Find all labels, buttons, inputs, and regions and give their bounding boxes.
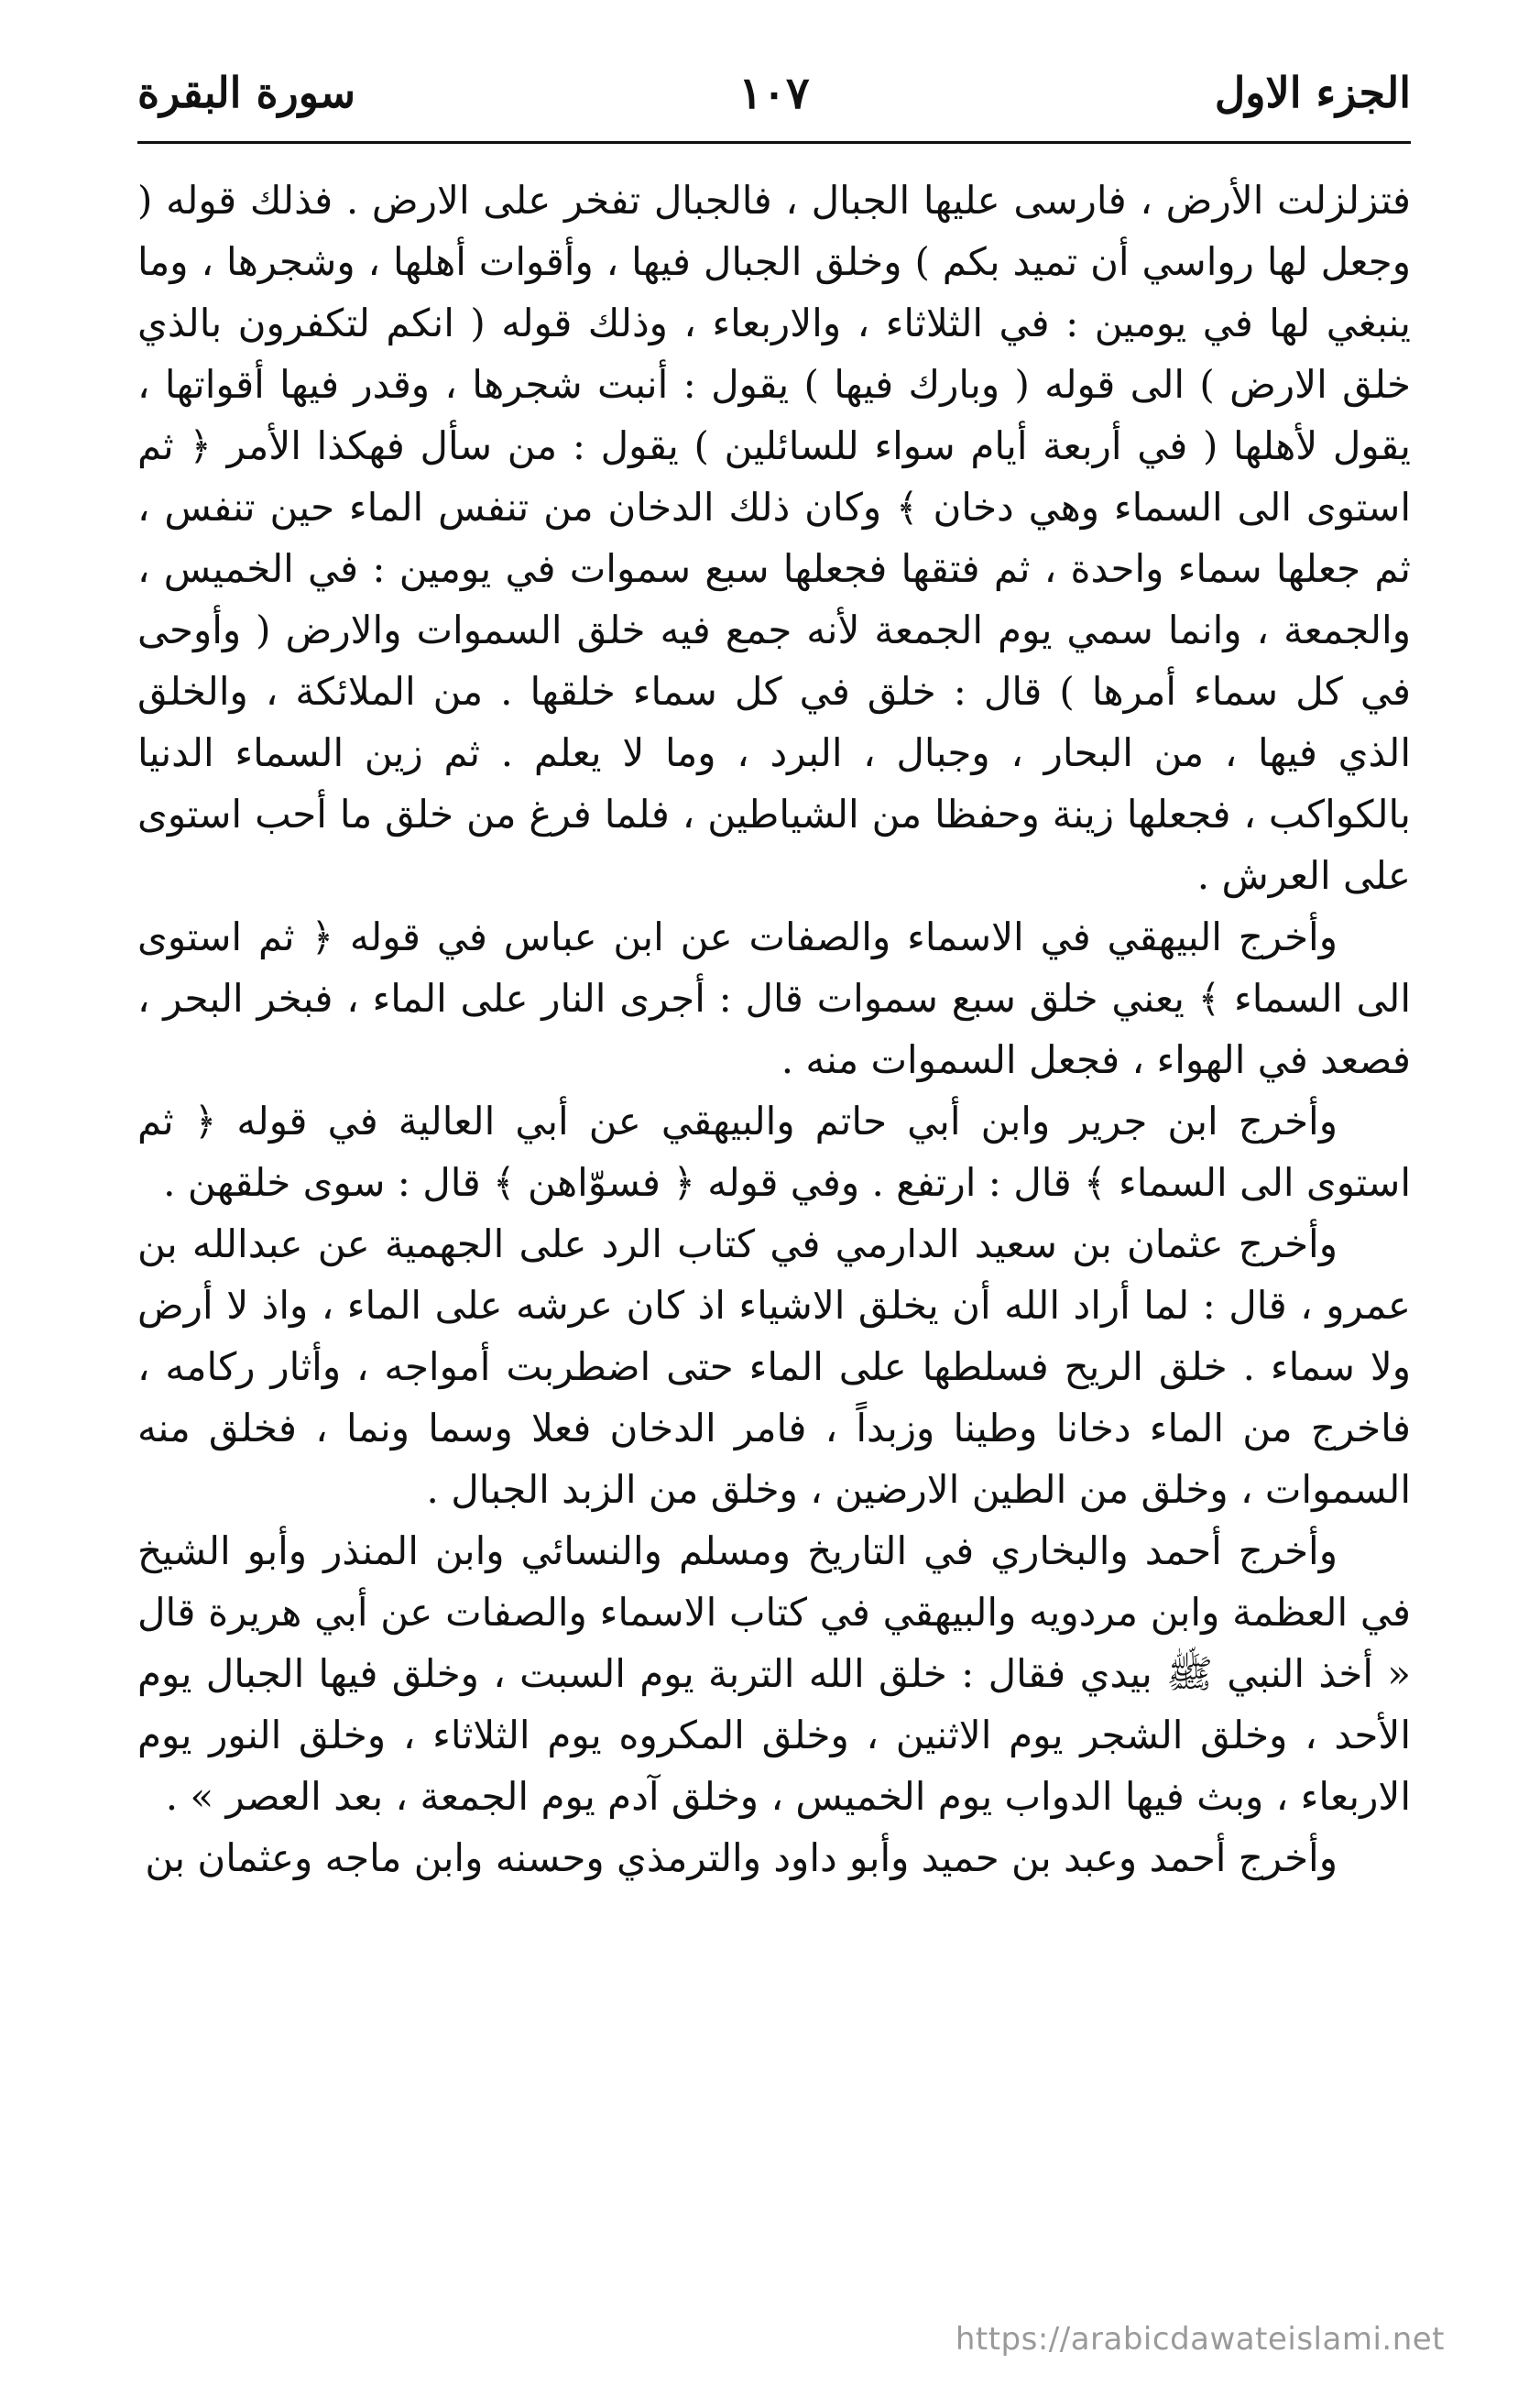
page-number: ١٠٧	[738, 68, 810, 119]
paragraph-5: وأخرج أحمد والبخاري في التاريخ ومسلم والنسائي وابن المنذر وأبو الشيخ في العظمة وابن مردويه والبيهقي في كتاب الاسماء والصفات عن أبي هريرة قال « أخذ النبي ﷺ بيدي فقال : خلق الله التربة يوم السبت ، وخلق فيها الجبال يوم الأحد ، وخلق الشجر يوم الاثنين ، وخلق المكروه يوم الثلاثاء ، وخلق النور يوم الاربعاء ، وبث فيها الدواب يوم الخميس ، وخلق آدم يوم الجمعة ، بعد العصر » .	[137, 1528, 1411, 1819]
paragraph-4: وأخرج عثمان بن سعيد الدارمي في كتاب الرد على الجهمية عن عبدالله بن عمرو ، قال : لما أراد الله أن يخلق الاشياء اذ كان عرشه على الماء ، واذ لا أرض ولا سماء . خلق الريح فسلطها على الماء حتى اضطربت أمواجه ، وأثار ركامه ، فاخرج من الماء دخانا وطينا وزبداً ، فامر الدخان فعلا وسما ونما ، فخلق منه السموات ، وخلق من الطين الارضين ، وخلق من الزبد الجبال .	[137, 1221, 1411, 1512]
paragraph-1: فتزلزلت الأرض ، فارسى عليها الجبال ، فالجبال تفخر على الارض . فذلك قوله ( وجعل لها رواسي أن تميد بكم ) وخلق الجبال فيها ، وأقوات أهلها ، وشجرها ، وما ينبغي لها في يومين : في الثلاثاء ، والاربعاء ، وذلك قوله ( انكم لتكفرون بالذي خلق الارض ) الى قوله ( وبارك فيها ) يقول : أنبت شجرها ، وقدر فيها أقواتها ، يقول لأهلها ( في أربعة أيام سواء للسائلين ) يقول : من سأل فهكذا الأمر ﴿ ثم استوى الى السماء وهي دخان ﴾ وكان ذلك الدخان من تنفس الماء حين تنفس ، ثم جعلها سماء واحدة ، ثم فتقها فجعلها سبع سموات في يومين : في الخميس ، والجمعة ، وانما سمي يوم الجمعة لأنه جمع فيه خلق السموات والارض ( وأوحى في كل سماء أمرها ) قال : خلق في كل سماء خلقها . من الملائكة ، والخلق الذي فيها ، من البحار ، وجبال ، البرد ، وما لا يعلم . ثم زين السماء الدنيا بالكواكب ، فجعلها زينة وحفظا من الشياطين ، فلما فرغ من خلق ما أحب استوى على العرش .	[137, 178, 1411, 898]
paragraph-2: وأخرج البيهقي في الاسماء والصفات عن ابن عباس في قوله ﴿ ثم استوى الى السماء ﴾ يعني خلق سبع سموات قال : أجرى النار على الماء ، فبخر البحر ، فصعد في الهواء ، فجعل السموات منه .	[137, 914, 1411, 1082]
part-label: الجزء الاول	[1214, 68, 1411, 117]
paragraph-6: وأخرج أحمد وعبد بن حميد وأبو داود والترمذي وحسنه وابن ماجه وعثمان بن	[145, 1835, 1338, 1880]
running-header	[137, 55, 1411, 137]
header-divider	[137, 141, 1411, 144]
source-watermark: https://arabicdawateislami.net	[955, 2321, 1445, 2358]
paragraph-3: وأخرج ابن جرير وابن أبي حاتم والبيهقي عن أبي العالية في قوله ﴿ ثم استوى الى السماء ﴾ قال : ارتفع . وفي قوله ﴿ فسوّاهن ﴾ قال : سوى خلقهن .	[137, 1099, 1411, 1205]
page-body	[137, 170, 1411, 1888]
book-page	[137, 55, 1411, 1888]
surah-label: سورة البقرة	[137, 68, 356, 117]
